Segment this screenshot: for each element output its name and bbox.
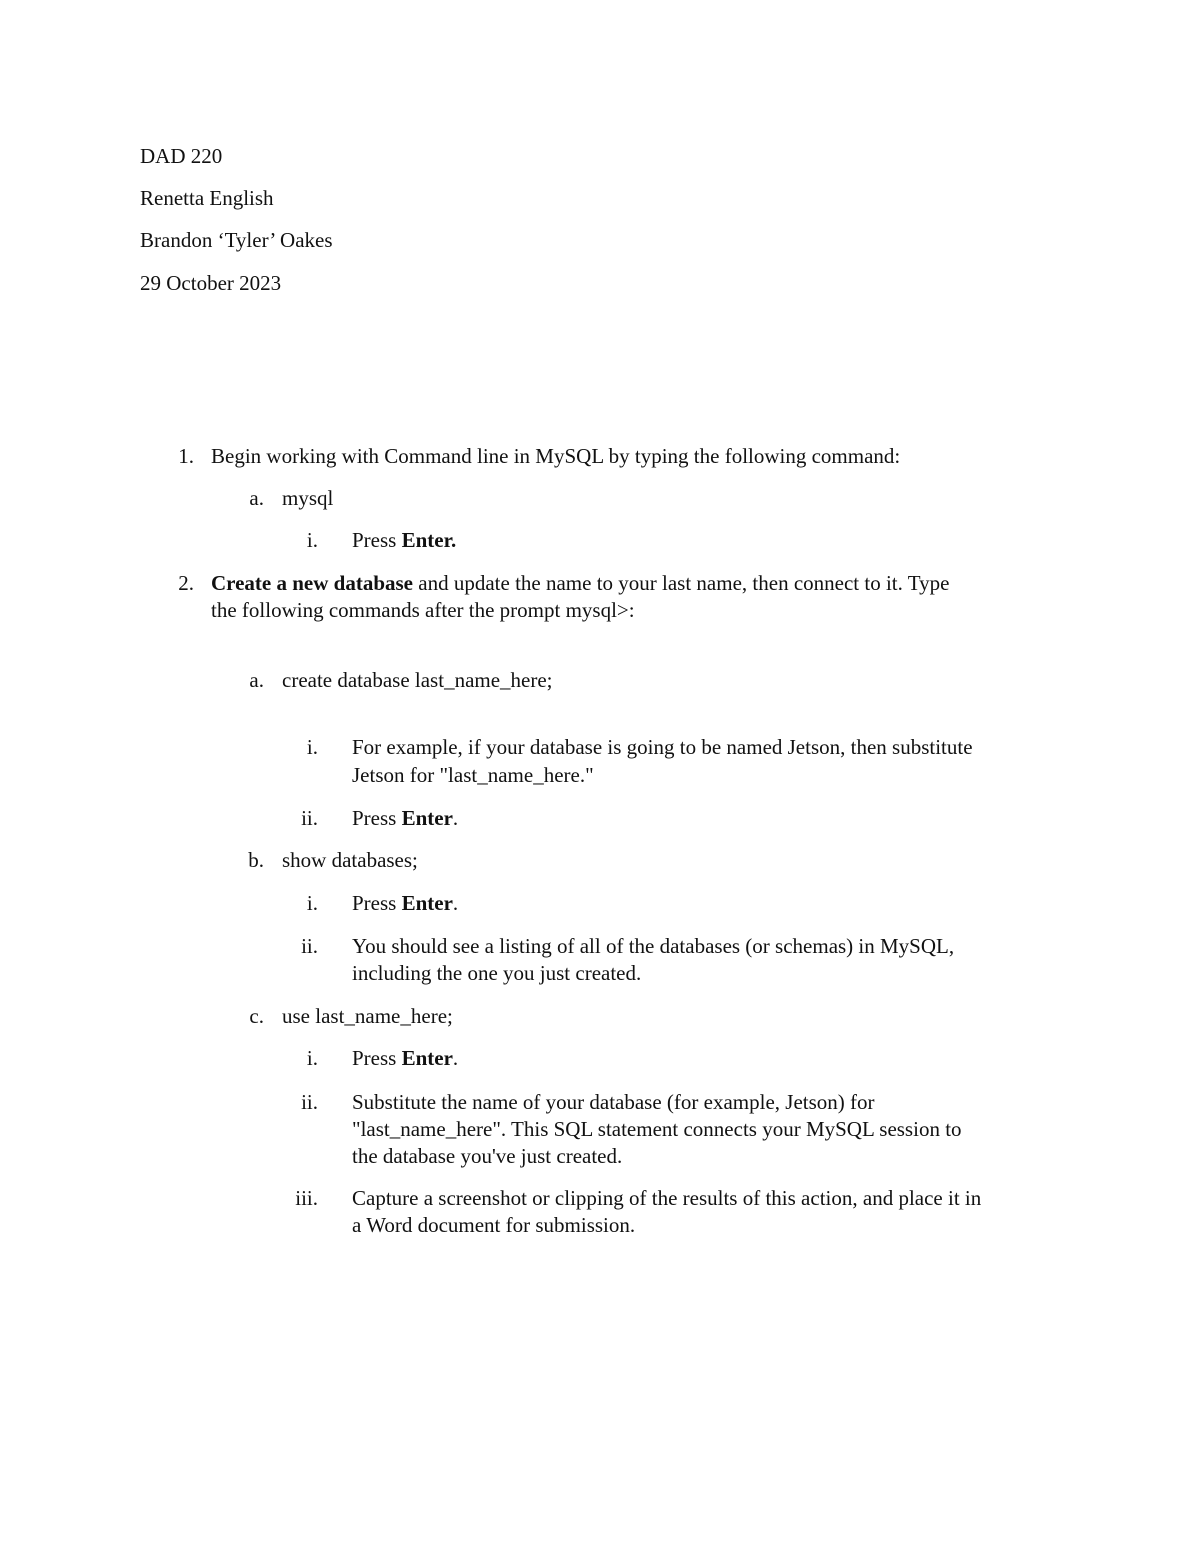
step-2c-i-text: Press Enter. xyxy=(352,1046,459,1070)
step-2-text-line2: the following commands after the prompt mysql>: xyxy=(211,598,635,622)
step-1a-i-text: Press Enter. xyxy=(352,528,457,552)
course-code: DAD 220 xyxy=(140,144,223,168)
step-1a-command: mysql xyxy=(282,486,334,510)
step-2c-iii-line2: a Word document for submission. xyxy=(352,1213,636,1237)
step-1-number: 1. xyxy=(178,444,194,468)
step-1a-i-number: i. xyxy=(306,528,318,552)
step-2c-ii-line2: "last_name_here". This SQL statement connects your MySQL session to xyxy=(352,1117,962,1141)
step-1a-letter: a. xyxy=(249,486,264,510)
step-2b-ii-number: ii. xyxy=(301,934,318,958)
step-2a-i-line2: Jetson for "last_name_here." xyxy=(352,763,594,787)
step-2c-iii-line1: Capture a screenshot or clipping of the results of this action, and place it in xyxy=(352,1186,982,1210)
step-2a-ii-number: ii. xyxy=(301,806,318,830)
step-2b-i-text: Press Enter. xyxy=(352,891,459,915)
step-2-number: 2. xyxy=(178,571,194,595)
step-2b-ii-line2: including the one you just created. xyxy=(352,961,642,985)
step-2c-i-number: i. xyxy=(306,1046,318,1070)
step-2c-ii-line1: Substitute the name of your database (for example, Jetson) for xyxy=(352,1090,875,1114)
step-2b-letter: b. xyxy=(248,848,264,872)
step-2b-i-number: i. xyxy=(306,891,318,915)
step-2a-letter: a. xyxy=(249,668,264,692)
step-2a-i-number: i. xyxy=(306,735,318,759)
step-2a-command: create database last_name_here; xyxy=(282,668,553,692)
step-2a-i-line1: For example, if your database is going to be named Jetson, then substitute xyxy=(352,735,973,759)
instructor-name: Renetta English xyxy=(140,186,274,210)
document-date: 29 October 2023 xyxy=(140,271,282,295)
step-2c-iii-number: iii. xyxy=(295,1186,318,1210)
step-2-text-line1: Create a new database and update the name to your last name, then connect to it. Type xyxy=(211,571,950,595)
step-2b-command: show databases; xyxy=(282,848,418,872)
step-2b-ii-line1: You should see a listing of all of the databases (or schemas) in MySQL, xyxy=(352,934,955,958)
step-1-text: Begin working with Command line in MySQL by typing the following command: xyxy=(211,444,901,468)
step-2c-command: use last_name_here; xyxy=(282,1004,453,1028)
step-2c-ii-line3: the database you've just created. xyxy=(352,1144,623,1168)
student-name: Brandon ‘Tyler’ Oakes xyxy=(140,228,333,252)
step-2c-letter: c. xyxy=(249,1004,264,1028)
step-2c-ii-number: ii. xyxy=(301,1090,318,1114)
step-2a-ii-text: Press Enter. xyxy=(352,806,459,830)
